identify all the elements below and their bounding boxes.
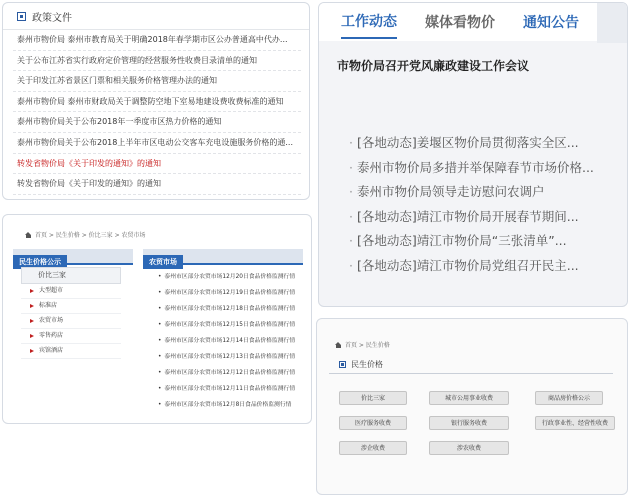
- policy-list-item[interactable]: 转发省物价局《关于印发的通知》的通知: [13, 174, 301, 195]
- bullet-icon: •: [158, 306, 162, 312]
- policy-list-item[interactable]: 泰州市物价局 泰州市教育局关于明确2018年春学期市区公办普通高中代办...: [13, 30, 301, 51]
- livelihood-category-button[interactable]: 行政事业性、经营性收费: [535, 416, 615, 430]
- market-item-text: 泰州市区部分农贸市场12月14日食品价格监测行情: [164, 338, 296, 344]
- home-icon: [25, 232, 32, 238]
- market-list-item[interactable]: [158, 301, 295, 317]
- news-list-item[interactable]: [349, 205, 594, 230]
- news-list-item[interactable]: [349, 156, 594, 181]
- tab-media-prices[interactable]: 媒体看物价: [425, 15, 495, 31]
- side-menu-item[interactable]: 宾馆酒店: [21, 344, 121, 359]
- bullet-icon: •: [158, 386, 162, 392]
- right-section-bar: [143, 249, 303, 265]
- market-item-text: 泰州市区部分农贸市场12月18日食品价格监测行情: [164, 306, 296, 312]
- breadcrumb: [25, 230, 146, 239]
- bullet-icon: ·: [349, 208, 353, 224]
- side-menu-item[interactable]: 标准店: [21, 299, 121, 314]
- bullet-icon: ·: [349, 184, 353, 200]
- market-item-text: 泰州市区部分农贸市场12月13日食品价格监测行情: [164, 354, 296, 360]
- bullet-icon: •: [158, 338, 162, 344]
- bullet-icon: ·: [349, 135, 353, 150]
- news-headline[interactable]: 市物价局召开党风廉政建设工作会议: [337, 59, 530, 73]
- news-list-item[interactable]: [349, 131, 594, 156]
- market-list-item[interactable]: [158, 269, 295, 285]
- market-list-item[interactable]: [158, 317, 295, 333]
- livelihood-title: 民生价格: [351, 359, 383, 369]
- side-menu-list: [21, 284, 121, 359]
- bullet-icon: ·: [349, 257, 353, 273]
- news-tabs: [319, 3, 627, 41]
- market-list-item[interactable]: [158, 397, 295, 413]
- policy-list: [3, 30, 309, 195]
- bullet-icon: ·: [349, 233, 353, 249]
- news-item-text: [各地动态]靖江市物价局党组召开民主...: [356, 257, 579, 273]
- livelihood-category-button[interactable]: 城市公用事业收费: [429, 391, 509, 405]
- breadcrumb-text[interactable]: 首页 > 民生价格 > 价比三家 > 农贸市场: [35, 232, 146, 239]
- market-item-text: 泰州市区部分农贸市场12月15日食品价格监测行情: [164, 322, 296, 328]
- left-section-bar: [13, 249, 133, 265]
- bullet-icon: ·: [349, 159, 353, 175]
- policy-title[interactable]: 政策文件: [32, 12, 72, 24]
- news-panel: [318, 2, 628, 307]
- news-item-text: [各地动态]姜堰区物价局贯彻落实全区...: [356, 135, 579, 150]
- policy-header: [3, 3, 309, 30]
- market-item-text: 泰州市区部分农贸市场12月12日食品价格监测行情: [164, 370, 296, 376]
- market-item-text: 泰州市区部分农贸市场12月8日食品价格监测行情: [164, 402, 292, 408]
- market-list-item[interactable]: [158, 381, 295, 397]
- bullet-icon: •: [158, 402, 162, 408]
- left-section-title: 民生价格公示: [13, 255, 67, 269]
- side-menu-item[interactable]: 大型超市: [21, 284, 121, 299]
- bullet-icon: •: [158, 322, 162, 328]
- policy-list-item[interactable]: 关于公布江苏省实行政府定价管理的经营服务性收费目录清单的通知: [13, 51, 301, 72]
- policy-list-item[interactable]: 泰州市物价局关于公布2018上半年市区电动公交客车充电设施服务价格的通...: [13, 133, 301, 154]
- news-item-text: [各地动态]靖江市物价局开展春节期间...: [356, 208, 579, 224]
- news-list: [349, 131, 594, 279]
- market-list-item[interactable]: [158, 365, 295, 381]
- policy-list-item[interactable]: 转发省物价局《关于印发的通知》的通知: [13, 154, 301, 175]
- livelihood-category-button[interactable]: 银行服务收费: [429, 416, 509, 430]
- news-list-item[interactable]: [349, 229, 594, 254]
- livelihood-category-button[interactable]: 医疗服务收费: [339, 416, 407, 430]
- bullet-icon: •: [158, 290, 162, 296]
- news-item-text: 泰州市物价局多措并举保障春节市场价格...: [356, 159, 594, 175]
- bullet-icon: •: [158, 274, 162, 280]
- market-list: [158, 269, 295, 413]
- news-item-text: [各地动态]靖江市物价局“三张清单”...: [356, 233, 567, 249]
- market-panel: [2, 214, 312, 424]
- livelihood-panel: [316, 318, 628, 495]
- market-item-text: 泰州市区部分农贸市场12月11日食品价格监测行情: [164, 386, 296, 392]
- news-list-item[interactable]: [349, 254, 594, 279]
- breadcrumb-text[interactable]: 首页 > 民生价格: [345, 342, 390, 349]
- square-bullet-icon: [17, 12, 26, 21]
- livelihood-category-button[interactable]: 价比三家: [339, 391, 407, 405]
- market-list-item[interactable]: [158, 333, 295, 349]
- livelihood-category-button[interactable]: 涉企收费: [339, 441, 407, 455]
- side-menu-header[interactable]: 价比三家: [21, 267, 121, 284]
- side-menu-item[interactable]: 农贸市场: [21, 314, 121, 329]
- market-list-item[interactable]: [158, 349, 295, 365]
- side-menu: [21, 267, 121, 359]
- livelihood-category-button[interactable]: 商品房价格公示: [535, 391, 603, 405]
- tab-notices[interactable]: 通知公告: [523, 15, 579, 31]
- news-list-item[interactable]: [349, 180, 594, 205]
- news-item-text: 泰州市物价局领导走访慰问农调户: [356, 184, 545, 200]
- market-list-item[interactable]: [158, 285, 295, 301]
- market-item-text: 泰州市区部分农贸市场12月20日食品价格监测行情: [164, 274, 296, 280]
- policy-documents-panel: [2, 2, 310, 200]
- policy-list-item[interactable]: 泰州市物价局 泰州市财政局关于调整防空地下室易地建设费收费标准的通知: [13, 92, 301, 113]
- bullet-icon: •: [158, 370, 162, 376]
- policy-list-item[interactable]: 泰州市物价局关于公布2018年一季度市区热力价格的通知: [13, 112, 301, 133]
- right-section-title: 农贸市场: [143, 255, 183, 269]
- side-menu-item[interactable]: 零售药店: [21, 329, 121, 344]
- tab-work-updates[interactable]: 工作动态: [341, 11, 397, 33]
- bullet-icon: •: [158, 354, 162, 360]
- tab-corner-decoration: [597, 3, 627, 43]
- market-item-text: 泰州市区部分农贸市场12月19日食品价格监测行情: [164, 290, 296, 296]
- livelihood-button-grid: [317, 319, 628, 495]
- livelihood-category-button[interactable]: 涉农收费: [429, 441, 509, 455]
- policy-list-item[interactable]: 关于印发江苏省景区门票和相关服务价格管理办法的通知: [13, 71, 301, 92]
